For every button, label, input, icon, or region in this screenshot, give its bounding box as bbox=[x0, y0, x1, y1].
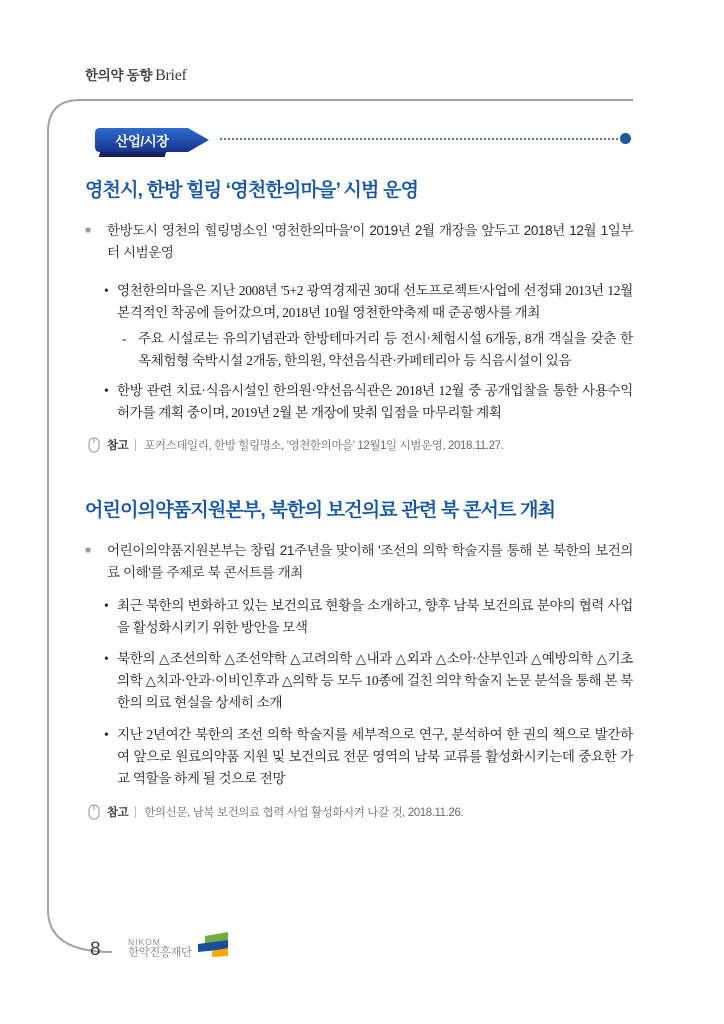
footer-logo-text bbox=[128, 938, 192, 960]
logo-nikom-text: NIKOM bbox=[128, 937, 161, 947]
reference-note bbox=[88, 437, 633, 453]
article-lead: ■ 한방도시 영천의 힐링명소인 '영천한의마을'이 2019년 2월 개장을 앞두고 2018년 12월 1일부터 시범운영 bbox=[85, 220, 633, 264]
reference-text: 한의신문, 남북 보건의료 협력 사업 활성화시켜 나갈 것, 2018.11.26. bbox=[144, 807, 464, 819]
article-lead: ■ 어린이의약품지원본부는 창립 21주년을 맞이해 '조선의 의학 학술지를 통해 본 북한의 보건의료 이해'를 주제로 북 콘서트를 개최 bbox=[85, 540, 633, 584]
dot-bullet-icon: • bbox=[104, 598, 109, 613]
section-tag-label: 산업/시장 bbox=[115, 134, 169, 149]
section-tag bbox=[95, 128, 215, 164]
dot-bullet-icon: • bbox=[104, 283, 109, 298]
square-bullet-icon: ■ bbox=[85, 545, 92, 556]
dot-bullet-icon: • bbox=[104, 727, 109, 742]
bullet-item: • 영천한의마을은 지난 2008년 '5+2 광역경제권 30대 선도프로젝트'사업에 선정돼 2013년 12월 본격적인 착공에 들어갔으며, 2018년 10월 영천한약축제 때 준공행사를 개최 bbox=[104, 280, 633, 324]
reference-label: 참고 bbox=[107, 807, 129, 819]
document-header bbox=[85, 64, 187, 85]
footer-logo bbox=[128, 938, 230, 960]
sub-bullet-item: - 주요 시설로는 유의기념관과 한방테마거리 등 전시·체험시설 6개동, 8개 객실을 갖춘 한옥체험형 숙박시설 2개동, 한의원, 약선음식관·카페테리아 등 식음시설이 있음 bbox=[122, 328, 633, 372]
mouse-icon bbox=[88, 804, 100, 820]
dotted-leader-line bbox=[220, 138, 618, 140]
reference-label: 참고 bbox=[107, 440, 129, 452]
bullet-item: • 최근 북한의 변화하고 있는 보건의료 현황을 소개하고, 향후 남북 보건의료 분야의 협력 사업을 활성화시키기 위한 방안을 모색 bbox=[104, 595, 633, 639]
reference-divider bbox=[135, 439, 136, 451]
header-title-kr: 한의약 동향 bbox=[85, 68, 153, 83]
page-number: 8 bbox=[90, 939, 101, 960]
reference-note bbox=[88, 804, 633, 820]
header-title-en: Brief bbox=[155, 67, 187, 84]
reference-text: 포커스데일리, 한방 힐링명소, '영천한의마을' 12월1일 시범운영, 2018.11.27. bbox=[144, 440, 504, 452]
dot-bullet-icon: • bbox=[104, 383, 109, 398]
mouse-icon bbox=[88, 437, 100, 453]
article-title: 영천시, 한방 힐링 ‘영천한의마을’ 시범 운영 bbox=[85, 180, 419, 201]
logo-foundation-text: 한약진흥재단 bbox=[128, 947, 192, 960]
ribbon-logo-icon bbox=[196, 932, 230, 960]
article-title: 어린이의약품지원본부, 북한의 보건의료 관련 북 콘서트 개최 bbox=[85, 500, 556, 521]
bullet-item: • 지난 2년여간 북한의 조선 의학 학술지를 세부적으로 연구, 분석하여 한 권의 책으로 발간하여 앞으로 원료의약품 지원 및 보건의료 전문 영역의 남북 교류를 활성화시키는데 중요한 가교 역할을 하게 될 것으로 전망 bbox=[104, 724, 633, 790]
square-bullet-icon: ■ bbox=[85, 225, 92, 236]
dash-bullet-icon: - bbox=[122, 331, 127, 346]
dot-bullet-icon: • bbox=[104, 651, 109, 666]
leader-end-dot bbox=[620, 133, 631, 144]
bullet-item: • 북한의 △조선의학 △조선약학 △고려의학 △내과 △외과 △소아·산부인과 △예방의학 △기초의학 △치과·안과·이비인후과 △의학 등 모두 10종에 걸친 의약 학술지 논문 분석을 통해 본 북한의 의료 현실을 상세히 소개 bbox=[104, 648, 633, 714]
reference-divider bbox=[135, 806, 136, 818]
bullet-item: • 한방 관련 치료·식음시설인 한의원·약선음식관은 2018년 12월 중 공개입찰을 통한 사용수익허가를 계획 중이며, 2019년 2월 본 개장에 맞춰 입점을 마무리할 계획 bbox=[104, 380, 633, 424]
